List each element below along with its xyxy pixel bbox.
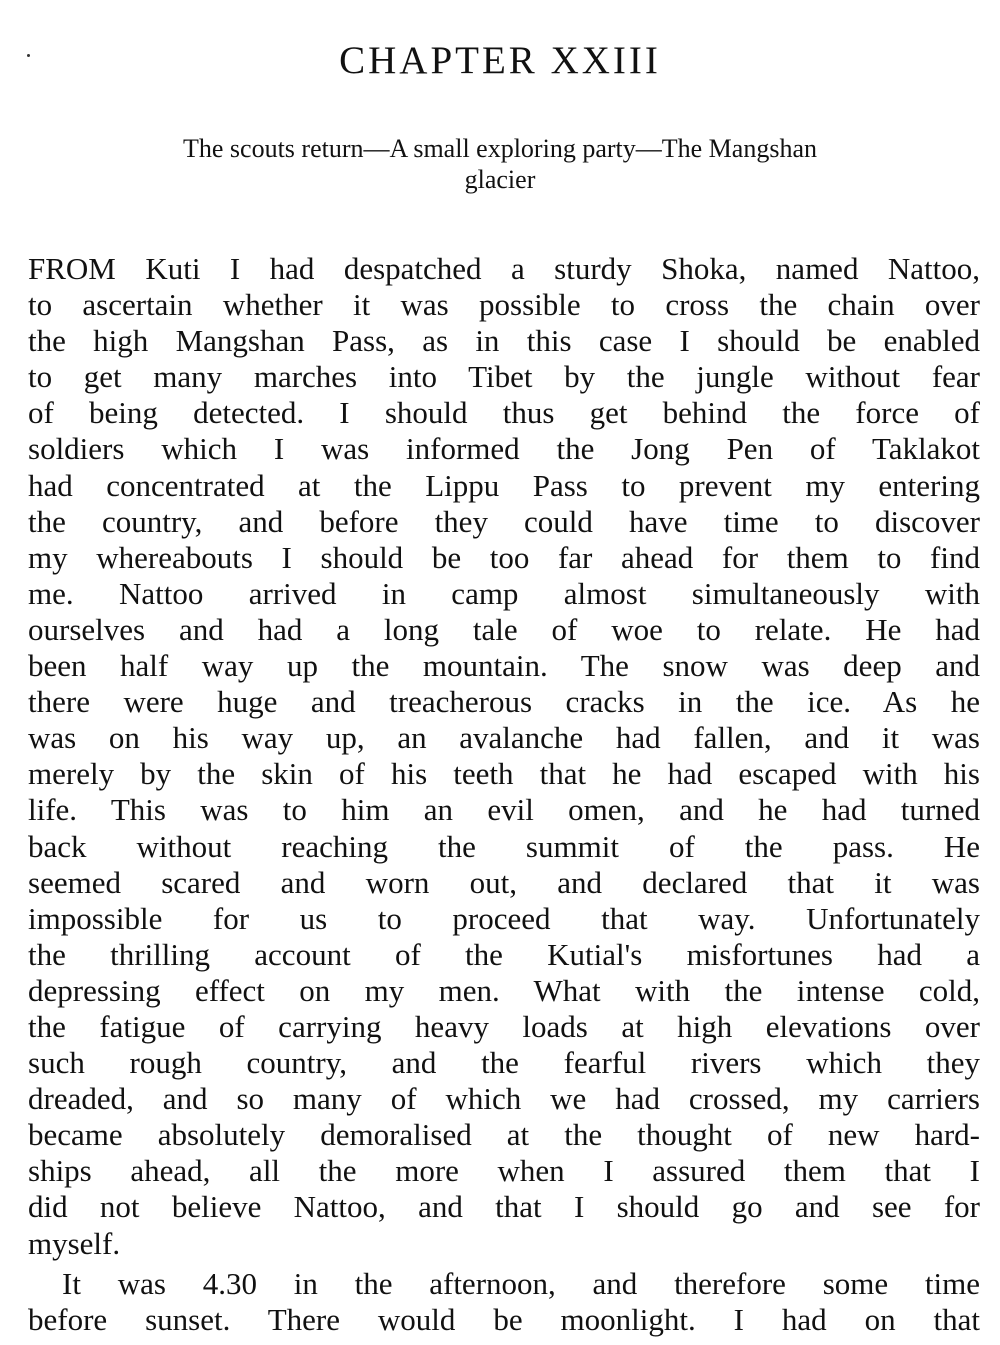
text-line: the thrilling account of the Kutial's misfortunes had a bbox=[28, 936, 980, 972]
synopsis-line: The scouts return—A small exploring party—The Mangshan bbox=[183, 134, 817, 163]
text-line: back without reaching the summit of the pass. He bbox=[28, 828, 980, 864]
text-line: there were huge and treacherous cracks in the ice. As he bbox=[28, 684, 980, 720]
text-line: merely by the skin of his teeth that he had escaped with his bbox=[28, 756, 980, 792]
text-line: to ascertain whether it was possible to cross the chain over bbox=[28, 287, 980, 323]
text-line: impossible for us to proceed that way. Unfortunately bbox=[28, 900, 980, 936]
text-line: became absolutely demoralised at the thought of new hard- bbox=[28, 1117, 980, 1153]
text-line: It was 4.30 in the afternoon, and therefore some time bbox=[62, 1265, 980, 1301]
text-line: ships ahead, all the more when I assured them that I bbox=[28, 1153, 980, 1189]
text-line: me. Nattoo arrived in camp almost simultaneously with bbox=[28, 575, 980, 611]
text-line: soldiers which I was informed the Jong Pen of Taklakot bbox=[28, 431, 980, 467]
text-line: ourselves and had a long tale of woe to relate. He had bbox=[28, 611, 980, 647]
text-line: did not believe Nattoo, and that I should go and see for bbox=[28, 1189, 980, 1225]
text-line bbox=[28, 251, 980, 287]
drop-word: FROM bbox=[28, 251, 116, 286]
synopsis-line: glacier bbox=[464, 165, 536, 194]
text-line: myself. bbox=[28, 1225, 121, 1261]
chapter-title: CHAPTER XXIII bbox=[339, 39, 661, 82]
paragraph-1 bbox=[28, 251, 980, 1262]
text-line: to get many marches into Tibet by the jungle without fear bbox=[28, 359, 980, 395]
text-line: before sunset. There would be moonlight. I had on that bbox=[28, 1301, 980, 1337]
text-line: the fatigue of carrying heavy loads at high elevations over bbox=[28, 1008, 980, 1044]
text-line: the high Mangshan Pass, as in this case I should be enabled bbox=[28, 323, 980, 359]
body-text bbox=[28, 251, 980, 1338]
text-line: dreaded, and so many of which we had crossed, my carriers bbox=[28, 1081, 980, 1117]
paragraph-2 bbox=[28, 1266, 980, 1338]
text-line: life. This was to him an evil omen, and he had turned bbox=[28, 792, 980, 828]
text-line: had concentrated at the Lippu Pass to prevent my entering bbox=[28, 467, 980, 503]
text-line: depressing effect on my men. What with the intense cold, bbox=[28, 972, 980, 1008]
text-line: been half way up the mountain. The snow was deep and bbox=[28, 648, 980, 684]
text-line: the country, and before they could have time to discover bbox=[28, 503, 980, 539]
text-line: seemed scared and worn out, and declared that it was bbox=[28, 864, 980, 900]
line-text: Kuti I had despatched a sturdy Shoka, named Nattoo, bbox=[115, 251, 980, 286]
chapter-synopsis bbox=[80, 133, 920, 195]
text-line: was on his way up, an avalanche had fallen, and it was bbox=[28, 720, 980, 756]
text-line: my whereabouts I should be too far ahead for them to find bbox=[28, 539, 980, 575]
text-line: of being detected. I should thus get behind the force of bbox=[28, 395, 980, 431]
text-line: such rough country, and the fearful rivers which they bbox=[28, 1045, 980, 1081]
